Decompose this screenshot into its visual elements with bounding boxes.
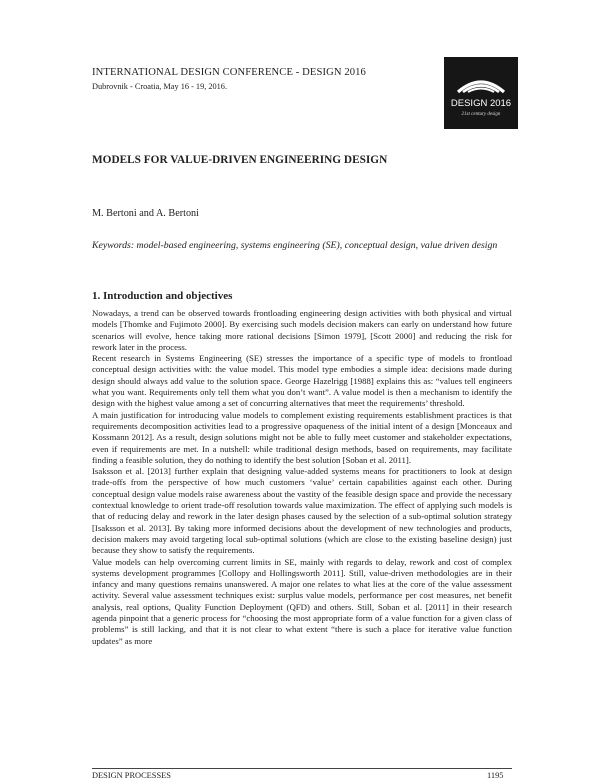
paragraph: Isaksson et al. [2013] further explain that designing value-added systems means for practitioners to look at design trade-offs from the perspective of how much customers ‘value’ certain capabilities against each other. During conceptual design value models raise awareness about the vastity of the feasible design space and provide the necessary contextual knowledge to orient trade-off resolution towards value maximization. The effect of applying such models is that of reducing delay and rework in the later design phases caused by the selection of a sub-optimal solution strategy [Isaksson et al. 2013]. By taking more informed decisions about the development of new technologies and products, decision makers may avoid targeting local sub-optimal solutions (which are close to the existing baseline design) just because they show to satisfy the requirements. bbox=[92, 466, 512, 556]
paragraph: Recent research in Systems Engineering (SE) stresses the importance of a specific type of models to frontload conceptual design activities with: the value model. This model type embodies a simple idea: decisions made during design should always add value to the solution space. George Hazelrigg [1988] explains this as: “values tell engineers what you want. Requirements only tell them what you don’t want”. A value model is then a mechanism to identify the design with the highest value among a set of concurring alternatives that meet the requirements’ threshold. bbox=[92, 353, 512, 409]
logo-tagline: 21st century design bbox=[461, 112, 501, 117]
keywords-list: model-based engineering, systems engineering (SE), conceptual design, value driven design bbox=[136, 240, 498, 251]
conference-logo bbox=[444, 57, 518, 129]
footer-section-name: DESIGN PROCESSES bbox=[92, 771, 171, 780]
logo-wordmark: DESIGN 2016 bbox=[450, 98, 512, 109]
footer-divider bbox=[92, 768, 512, 769]
arch-logo-icon bbox=[444, 57, 518, 129]
paragraph: Nowadays, a trend can be observed towards frontloading engineering design activities with both physical and virtual models [Thomke and Fujimoto 2000]. By exercising such models decision makers can early on understand how future scenarios will evolve, hence taking more rational decisions [Simon 1979], [Scott 2000] and reducing the risk for rework later in the process. bbox=[92, 308, 512, 352]
keywords-label: Keywords: bbox=[92, 240, 135, 251]
paragraph: A main justification for introducing value models to complement existing requirements establishment practices is that requirements decomposition activities lead to a progressive opaqueness of the initial intent of a design [Monceaux and Kossmann 2012]. As a result, design solutions might not be able to fully meet customer and stakeholder expectations, even if requirements are met. In a nutshell: while traditional design methods, based on requirements, may facilitate finding a feasible solution, they do nothing to identify the best solution [Soban et al. 2011]. bbox=[92, 409, 512, 465]
page-number: 1195 bbox=[487, 771, 504, 780]
paper-authors: M. Bertoni and A. Bertoni bbox=[92, 208, 199, 219]
keywords bbox=[92, 239, 512, 254]
paper-title: MODELS FOR VALUE-DRIVEN ENGINEERING DESIGN bbox=[92, 154, 388, 166]
section-heading: 1. Introduction and objectives bbox=[92, 290, 233, 302]
paragraph: Value models can help overcoming current limits in SE, mainly with regards to delay, rework and cost of complex systems development programmes [Collopy and Hollingsworth 2011]. Still, value-driven methodologies are in their infancy and many questions remains unanswered. A major one relates to what lies at the core of the value assessment activity. Several value assessment techniques exist: surplus value models, performance per cost measures, net benefit analysis, real options, Quality Function Deployment (QFD) and others. Still, Soban et al. [2011] in their research agenda pinpoint that a generic process for “choosing the most appropriate form of a value function for a given class of problems” is still lacking, and that it is not clear to what extent “there is such a place for iterative value function updates” as more bbox=[92, 556, 512, 646]
conference-location-date: Dubrovnik - Croatia, May 16 - 19, 2016. bbox=[92, 82, 228, 91]
body-text bbox=[92, 308, 512, 647]
conference-title: INTERNATIONAL DESIGN CONFERENCE - DESIGN 2016 bbox=[92, 67, 366, 78]
